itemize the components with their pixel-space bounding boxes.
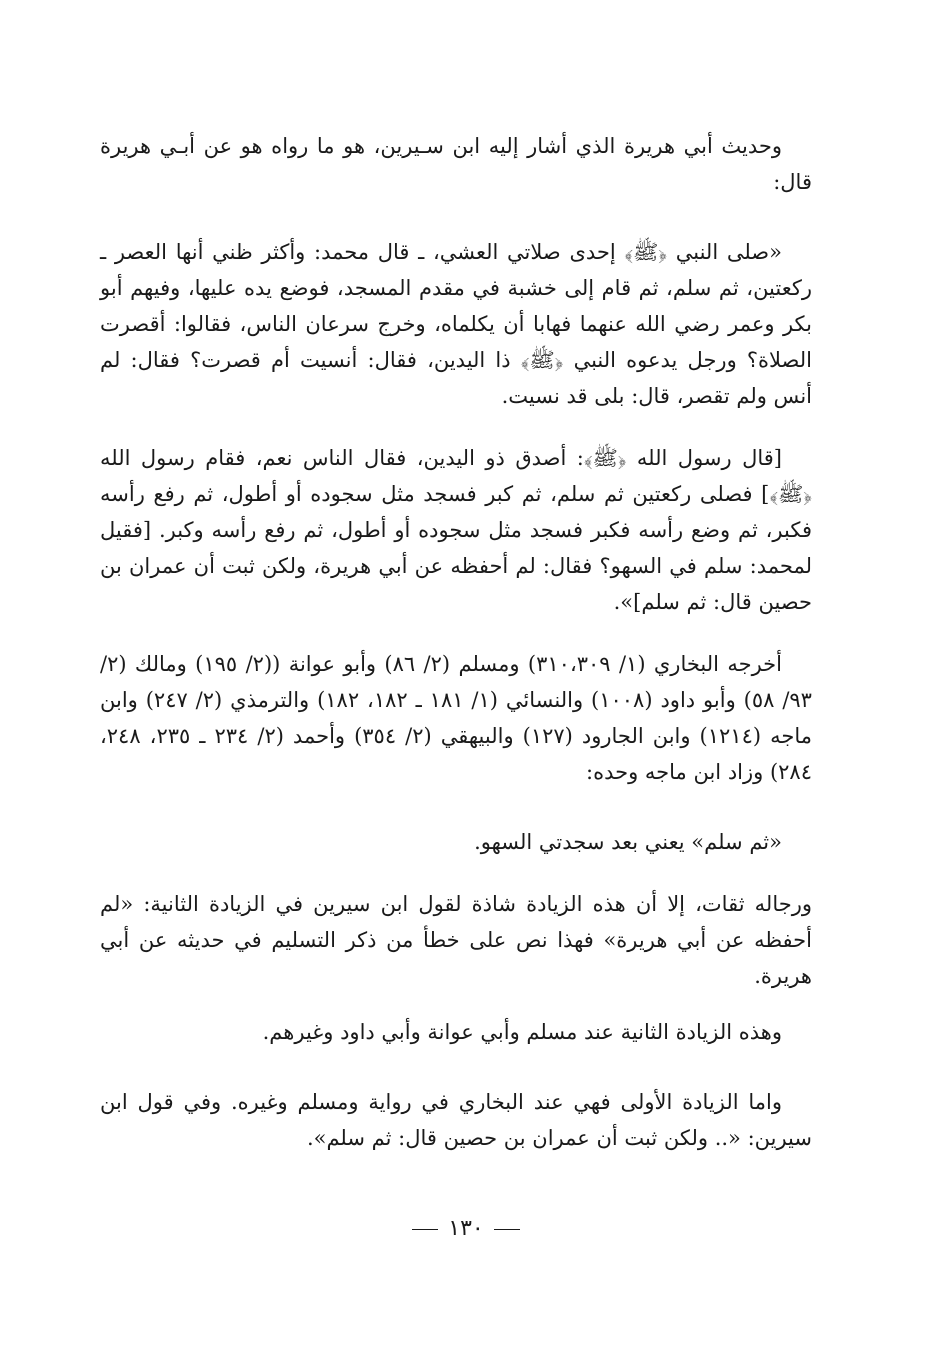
page-number-dash-left xyxy=(494,1229,520,1230)
paragraph-hadith-continuation: [قال رسول الله ﴿ﷺ﴾: أصدق ذو اليدين، فقال الناس نعم، فقام رسول الله ﴿ﷺ﴾] فصلى ركعتين ثم سلم، ثم كبر فسجد مثل سجوده أو أطول، ثم رفع رأسه فكبر، ثم وضع رأسه فكبر فسجد مثل سجوده أو أطول، ثم رفع رأسه وكبر. [فقيل لمحمد: سلم في السهو؟ فقال: لم أحفظه عن أبي هريرة، ولكن ثبت أن عمران بن حصين قال: ثم سلم]». xyxy=(100,446,812,614)
paragraph-second-addition: وهذه الزيادة الثانية عند مسلم وأبي عوانة وأبي داود وغيرهم. xyxy=(262,1020,782,1044)
paragraph-first-addition: واما الزيادة الأولى فهي عند البخاري في رواية ومسلم وغيره. وفي قول ابن سيرين: «.. ولكن ثبت أن عمران بن حصين قال: ثم سلم». xyxy=(100,1090,812,1150)
paragraph-intro: وحديث أبي هريرة الذي أشار إليه ابن سـيرين، هو ما رواه هو عن أبـي هريرة قال: xyxy=(100,134,812,194)
page-body xyxy=(100,128,812,1156)
page-number-value: ١٣٠ xyxy=(448,1216,484,1241)
paragraph-addition-quote: «ثم سلم» يعني بعد سجدتي السهو. xyxy=(474,830,782,854)
paragraph-narrators-assessment: ورجاله ثقات، إلا أن هذه الزيادة شاذة لقول ابن سيرين في الزيادة الثانية: «لم أحفظه عن أبي هريرة» فهذا نص على خطأ من ذكر التسليم في حديثه عن أبي هريرة. xyxy=(100,892,812,988)
paragraph-takhrij: أخرجه البخاري (١/ ٣١٠،٣٠٩) ومسلم (٢/ ٨٦) وأبو عوانة ((٢/ ١٩٥) ومالك (٢/ ٩٣/ ٥٨) وأبو داود (١٠٠٨) والنسائي (١/ ١٨١ ـ ١٨٢، ١٨٢) والترمذي (٢/ ٢٤٧) وابن ماجه (١٢١٤) وابن الجارود (١٢٧) والبيهقي (٢/ ٣٥٤) وأحمد (٢/ ٢٣٤ ـ ٢٣٥، ٢٤٨، ٢٨٤) وزاد ابن ماجه وحده: xyxy=(100,652,812,784)
page-number-dash-right xyxy=(412,1229,438,1230)
page-number xyxy=(0,1216,932,1241)
paragraph-hadith-text: «صلى النبي ﴿ﷺ﴾ إحدى صلاتي العشي، ـ قال محمد: وأكثر ظني أنها العصر ـ ركعتين، ثم سلم، ثم قام إلى خشبة في مقدم المسجد، فوضع يده عليها، وفيهم أبو بكر وعمر رضي الله عنهما فهابا أن يكلماه، وخرج سرعان الناس، فقالوا: أقصرت الصلاة؟ ورجل يدعوه النبي ﴿ﷺ﴾ ذا اليدين، فقال: أنسيت أم قصرت؟ فقال: لم أنس ولم تقصر، قال: بلى قد نسيت. xyxy=(100,240,812,408)
